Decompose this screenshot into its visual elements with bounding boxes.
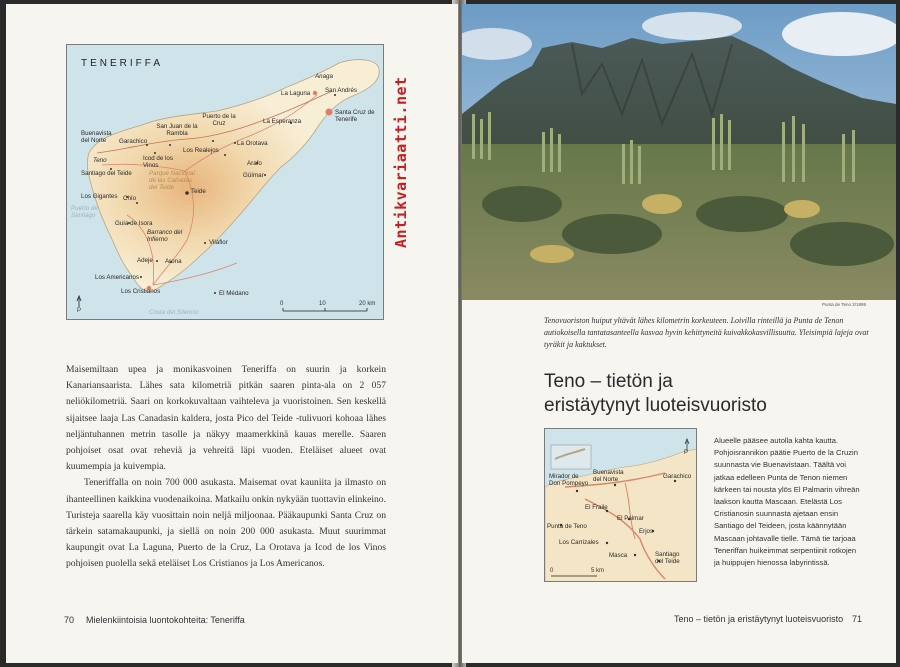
body-text (66, 362, 386, 573)
place-teno: Teno (93, 157, 107, 164)
inset-place-el-fraile: El Fraile (585, 504, 608, 511)
place-san-juan: San Juan de la Rambla (156, 123, 198, 137)
inset-place-los-carrizales: Los Carrizales (559, 539, 599, 546)
photo-credit: Punta de Teno 2/1999 (822, 302, 866, 307)
place-la-orotava: La Orotava (237, 140, 268, 147)
inset-place-santiago: Santiago del Teide (655, 551, 680, 565)
section-heading-line-1: Teno – tietön ja (544, 371, 673, 392)
scale-label-20: 20 km (359, 301, 376, 307)
access-text: Alueelle pääsee autolla kahta kautta. Pohjoisrannikon päätie Puerto de la Cruzin suunnasta vie Buenavistaan. Täältä voi jatkaa edelleen Punta de Tenon niemen kärkeen tai nousta ylös El Palmarin vihreän laakson kautta Mascaan. Etelästä Los Cristianosin suunnasta ajetaan ensin Santiago del Teideen, josta käännytään Mascaan johtavalle tielle. Tämä tie tarjoaa Teneriffan huikeimmat serpentiinit rotkojen ja huippujen hienossa labyrintissä. (714, 436, 860, 568)
scale-label-10: 10 (319, 301, 326, 307)
inset-place-punta-de-teno: Punta de Teno (547, 523, 587, 530)
inset-place-el-palmar: El Palmar (617, 515, 644, 522)
place-national-park: Parque Nacional de las Cañadas del Teide (149, 170, 195, 191)
place-vilaflor: Vilaflor (209, 239, 228, 246)
section-heading (544, 370, 844, 418)
section-heading-line-2: eristäytynyt luoteisvuoristo (544, 395, 767, 416)
inset-scale-5: 5 km (591, 568, 605, 574)
left-page (6, 4, 458, 663)
scale-label-0: 0 (280, 301, 284, 307)
place-guimar: Güímar (243, 172, 264, 179)
place-santa-cruz: Santa Cruz de Tenerife (335, 109, 375, 123)
page-number-left: 70 (64, 615, 75, 625)
tenerife-map (66, 44, 384, 320)
running-head-right: Teno – tietön ja eristäytynyt luoteisvuoristo (674, 614, 844, 624)
teno-inset-map (544, 428, 697, 582)
inset-place-buenavista: Buenavista del Norte (593, 469, 624, 483)
place-chio: Chío (123, 195, 137, 202)
place-buenavista: Buenavista del Norte (81, 130, 112, 144)
place-arona: Arona (165, 258, 182, 265)
page-number-right: 71 (852, 614, 863, 624)
place-costa-del-silencio: Costa del Silencio (149, 309, 199, 316)
paragraph-2: Teneriffalla on noin 700 000 asukasta. Maisemat ovat kauniita ja ilmasto on ihanteellinen kaikkina vuodenaikoina. Matkailu onkin nykyään tuottavin elinkeino. Turisteja saarella käy vuosittain noin neljä miljoonaa. Pääkaupunki Santa Cruz on tärkein satamakaupunki, ja siellä on noin 200 000 asukasta. Muut suurimmat kaupungit ovat La Laguna, Puerto de la Cruz, La Orotava ja Icod de los Vinos pohjoisen puolella sekä eteläiset Los Cristianos ja Los Americanos. (66, 477, 386, 570)
map-north-arrow-label: P (77, 308, 82, 314)
place-arafo: Arafo (247, 160, 262, 167)
inset-place-erjos: Erjos (639, 528, 654, 535)
map-title: TENERIFFA (81, 58, 164, 69)
place-garachico: Garachico (119, 138, 148, 145)
paragraph-1: Maisemiltaan upea ja monikasvoinen Teneriffa on suurin ja korkein Kanariansaarista. Lähes sata kilometriä pitkän saaren pinta-ala on 2 057 neliökilometriä. Saari on korkokuvaltaan vaihteleva ja vuoristoinen. Sen keskellä sijaitsee laaja Las Canadasin kaldera, josta Pico del Teide -tulivuori kohoaa lähes neljäntuhannen metrin tasolle ja näkyy maamerkkinä kauas merelle. Saaren pohjoiset osat ovat reheviä ja vehreitä läpi vuoden. Eteläiset alueet ovat kuumempia ja kuivempia. (66, 364, 386, 473)
place-los-americanos: Los Americanos (95, 274, 140, 281)
place-la-laguna: La Laguna (281, 90, 311, 97)
inset-north-label: P (684, 450, 689, 456)
right-page (462, 4, 896, 663)
place-la-esperanza: La Esperanza (263, 118, 302, 125)
place-san-andres: San Andrés (325, 87, 357, 94)
place-puerto-de-santiago: Puerto de Santiago (71, 205, 98, 219)
running-head-left: Mielenkiintoisia luontokohteita: Teneriffa (86, 615, 245, 625)
place-el-medano: El Médano (219, 290, 249, 297)
watermark: Antikvariaatti.net (392, 76, 410, 248)
place-santiago: Santiago del Teide (81, 170, 132, 177)
photo-caption: Tenovuoriston huiput yltävät lähes kilometrin korkeuteen. Loivilla rinteillä ja Punta de Tenon autiokoisella tantatasanteella kasvaa hyvin kehittyneitä kuivakkokasvillisuutta. Yleisimpiä lajeja ovat tyräkit ja kaktukset. (544, 316, 869, 349)
place-adeje: Adeje (137, 257, 153, 264)
teno-landscape-photo (462, 4, 896, 300)
place-puerto-de-la-cruz: Puerto de la Cruz (202, 113, 236, 127)
place-los-realejos: Los Realejos (183, 147, 219, 154)
place-anaga: Anaga (315, 73, 333, 80)
inset-place-masca: Masca (609, 552, 628, 559)
inset-place-garachico: Garachico (663, 473, 692, 480)
place-los-gigantes: Los Gigantes (81, 193, 118, 200)
place-barranco: Barranco del Infierno (147, 229, 183, 243)
place-los-cristianos: Los Cristianos (121, 288, 161, 295)
inset-place-mirador: Mirador de Don Pompeyo (549, 473, 589, 487)
place-icod: Icod de los Vinos (143, 155, 173, 169)
place-teide: Teide (191, 188, 206, 195)
place-guia-de-isora: Guía de Isora (115, 220, 153, 227)
inset-scale-0: 0 (550, 568, 554, 574)
